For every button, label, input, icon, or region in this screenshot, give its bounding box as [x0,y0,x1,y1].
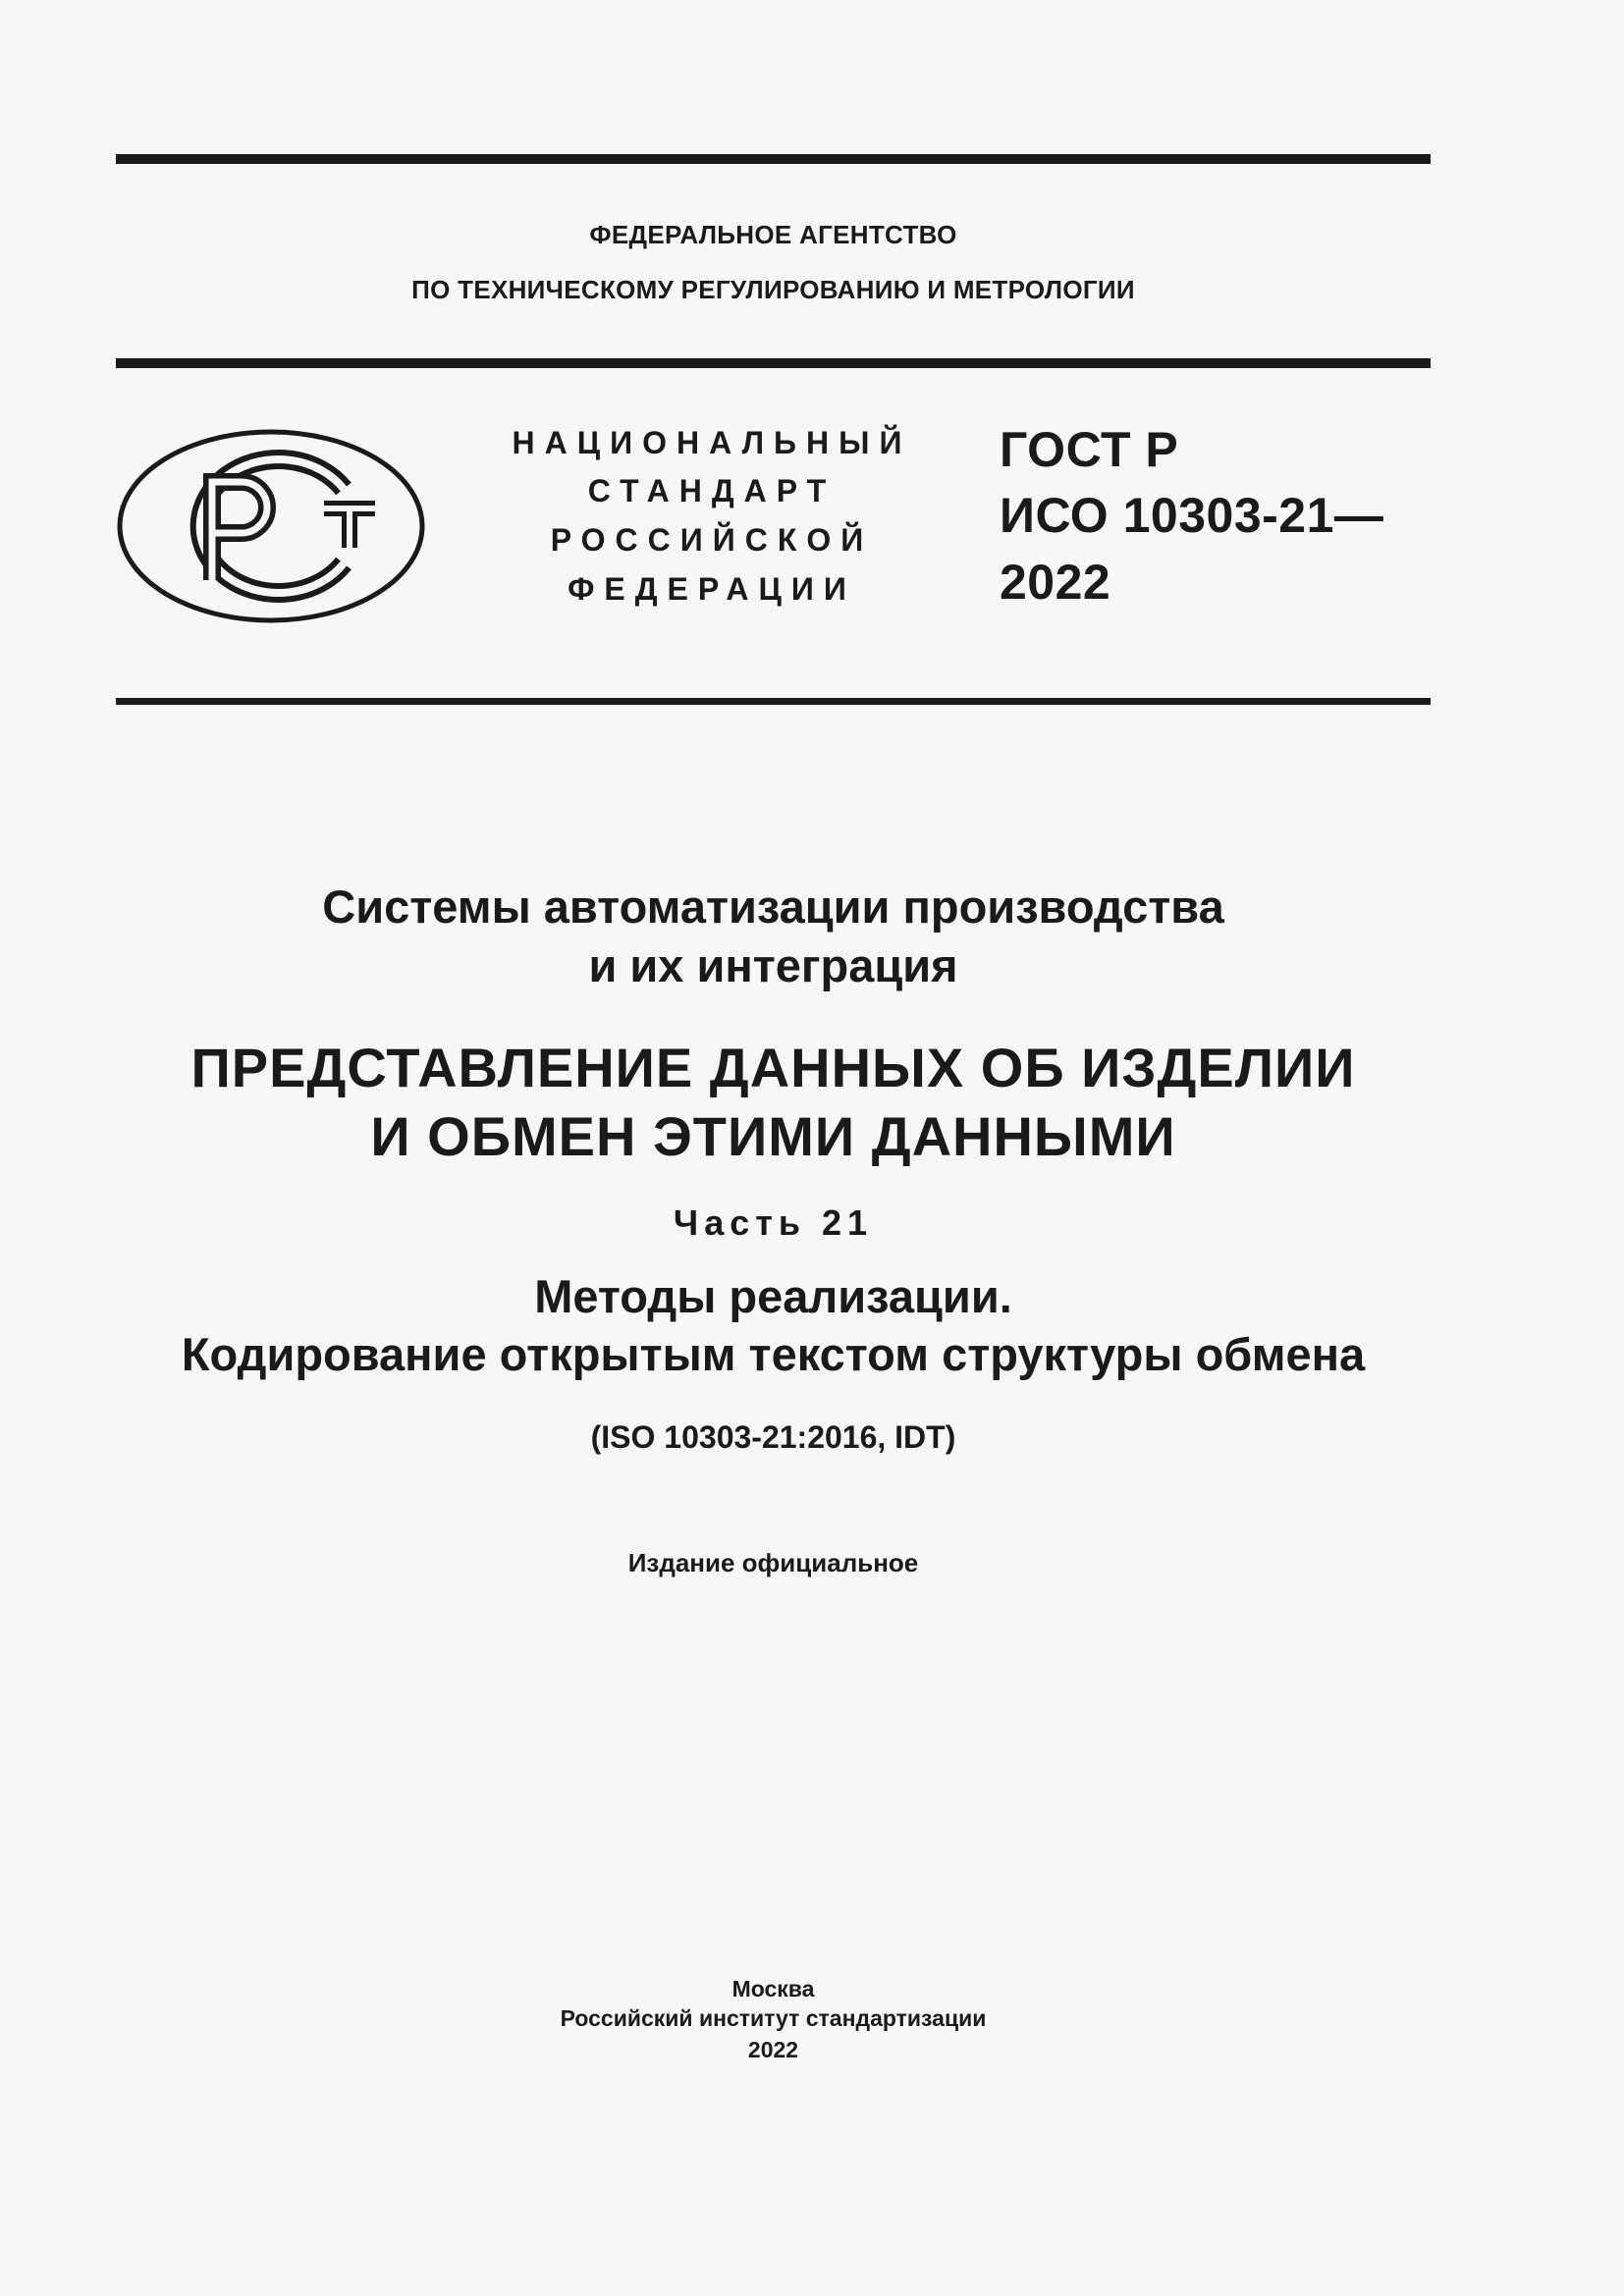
agency-name-line2: ПО ТЕХНИЧЕСКОМУ РЕГУЛИРОВАНИЮ И МЕТРОЛОГИИ [411,275,1135,304]
imprint-city: Москва [731,1976,815,2002]
main-title-line1: ПРЕДСТАВЛЕНИЕ ДАННЫХ ОБ ИЗДЕЛИИ [190,1037,1356,1098]
part-number: Часть 21 [673,1202,874,1243]
national-standard-line4: ФЕДЕРАЦИИ [568,571,856,607]
standard-designation-line1: ГОСТ Р [1000,422,1179,477]
imprint-publisher: Российский институт стандартизации [560,2005,987,2031]
top-rule [116,154,1431,164]
part-title-line1: Методы реализации. [534,1270,1012,1322]
series-title-line1: Системы автоматизации производства [322,881,1224,933]
bottom-rule [116,698,1431,705]
imprint-year: 2022 [747,2037,799,2062]
rst-certification-mark-icon [116,428,426,624]
standard-designation-line2: ИСО 10303-21— [1000,488,1384,543]
iso-reference: (ISO 10303-21:2016, IDT) [590,1419,956,1455]
standard-designation-line3: 2022 [1000,555,1111,610]
edition-label: Издание официальное [627,1548,919,1577]
national-standard-line2: СТАНДАРТ [587,473,837,508]
national-standard-line1: НАЦИОНАЛЬНЫЙ [512,425,912,460]
national-standard-line3: РОССИЙСКОЙ [550,522,874,558]
series-title-line2: и их интеграция [588,939,958,991]
agency-name-line1: ФЕДЕРАЛЬНОЕ АГЕНТСТВО [589,220,957,249]
main-title-line2: И ОБМЕН ЭТИМИ ДАННЫМИ [370,1105,1176,1167]
middle-rule [116,358,1431,368]
part-title-line2: Кодирование открытым текстом структуры обмена [181,1328,1366,1380]
